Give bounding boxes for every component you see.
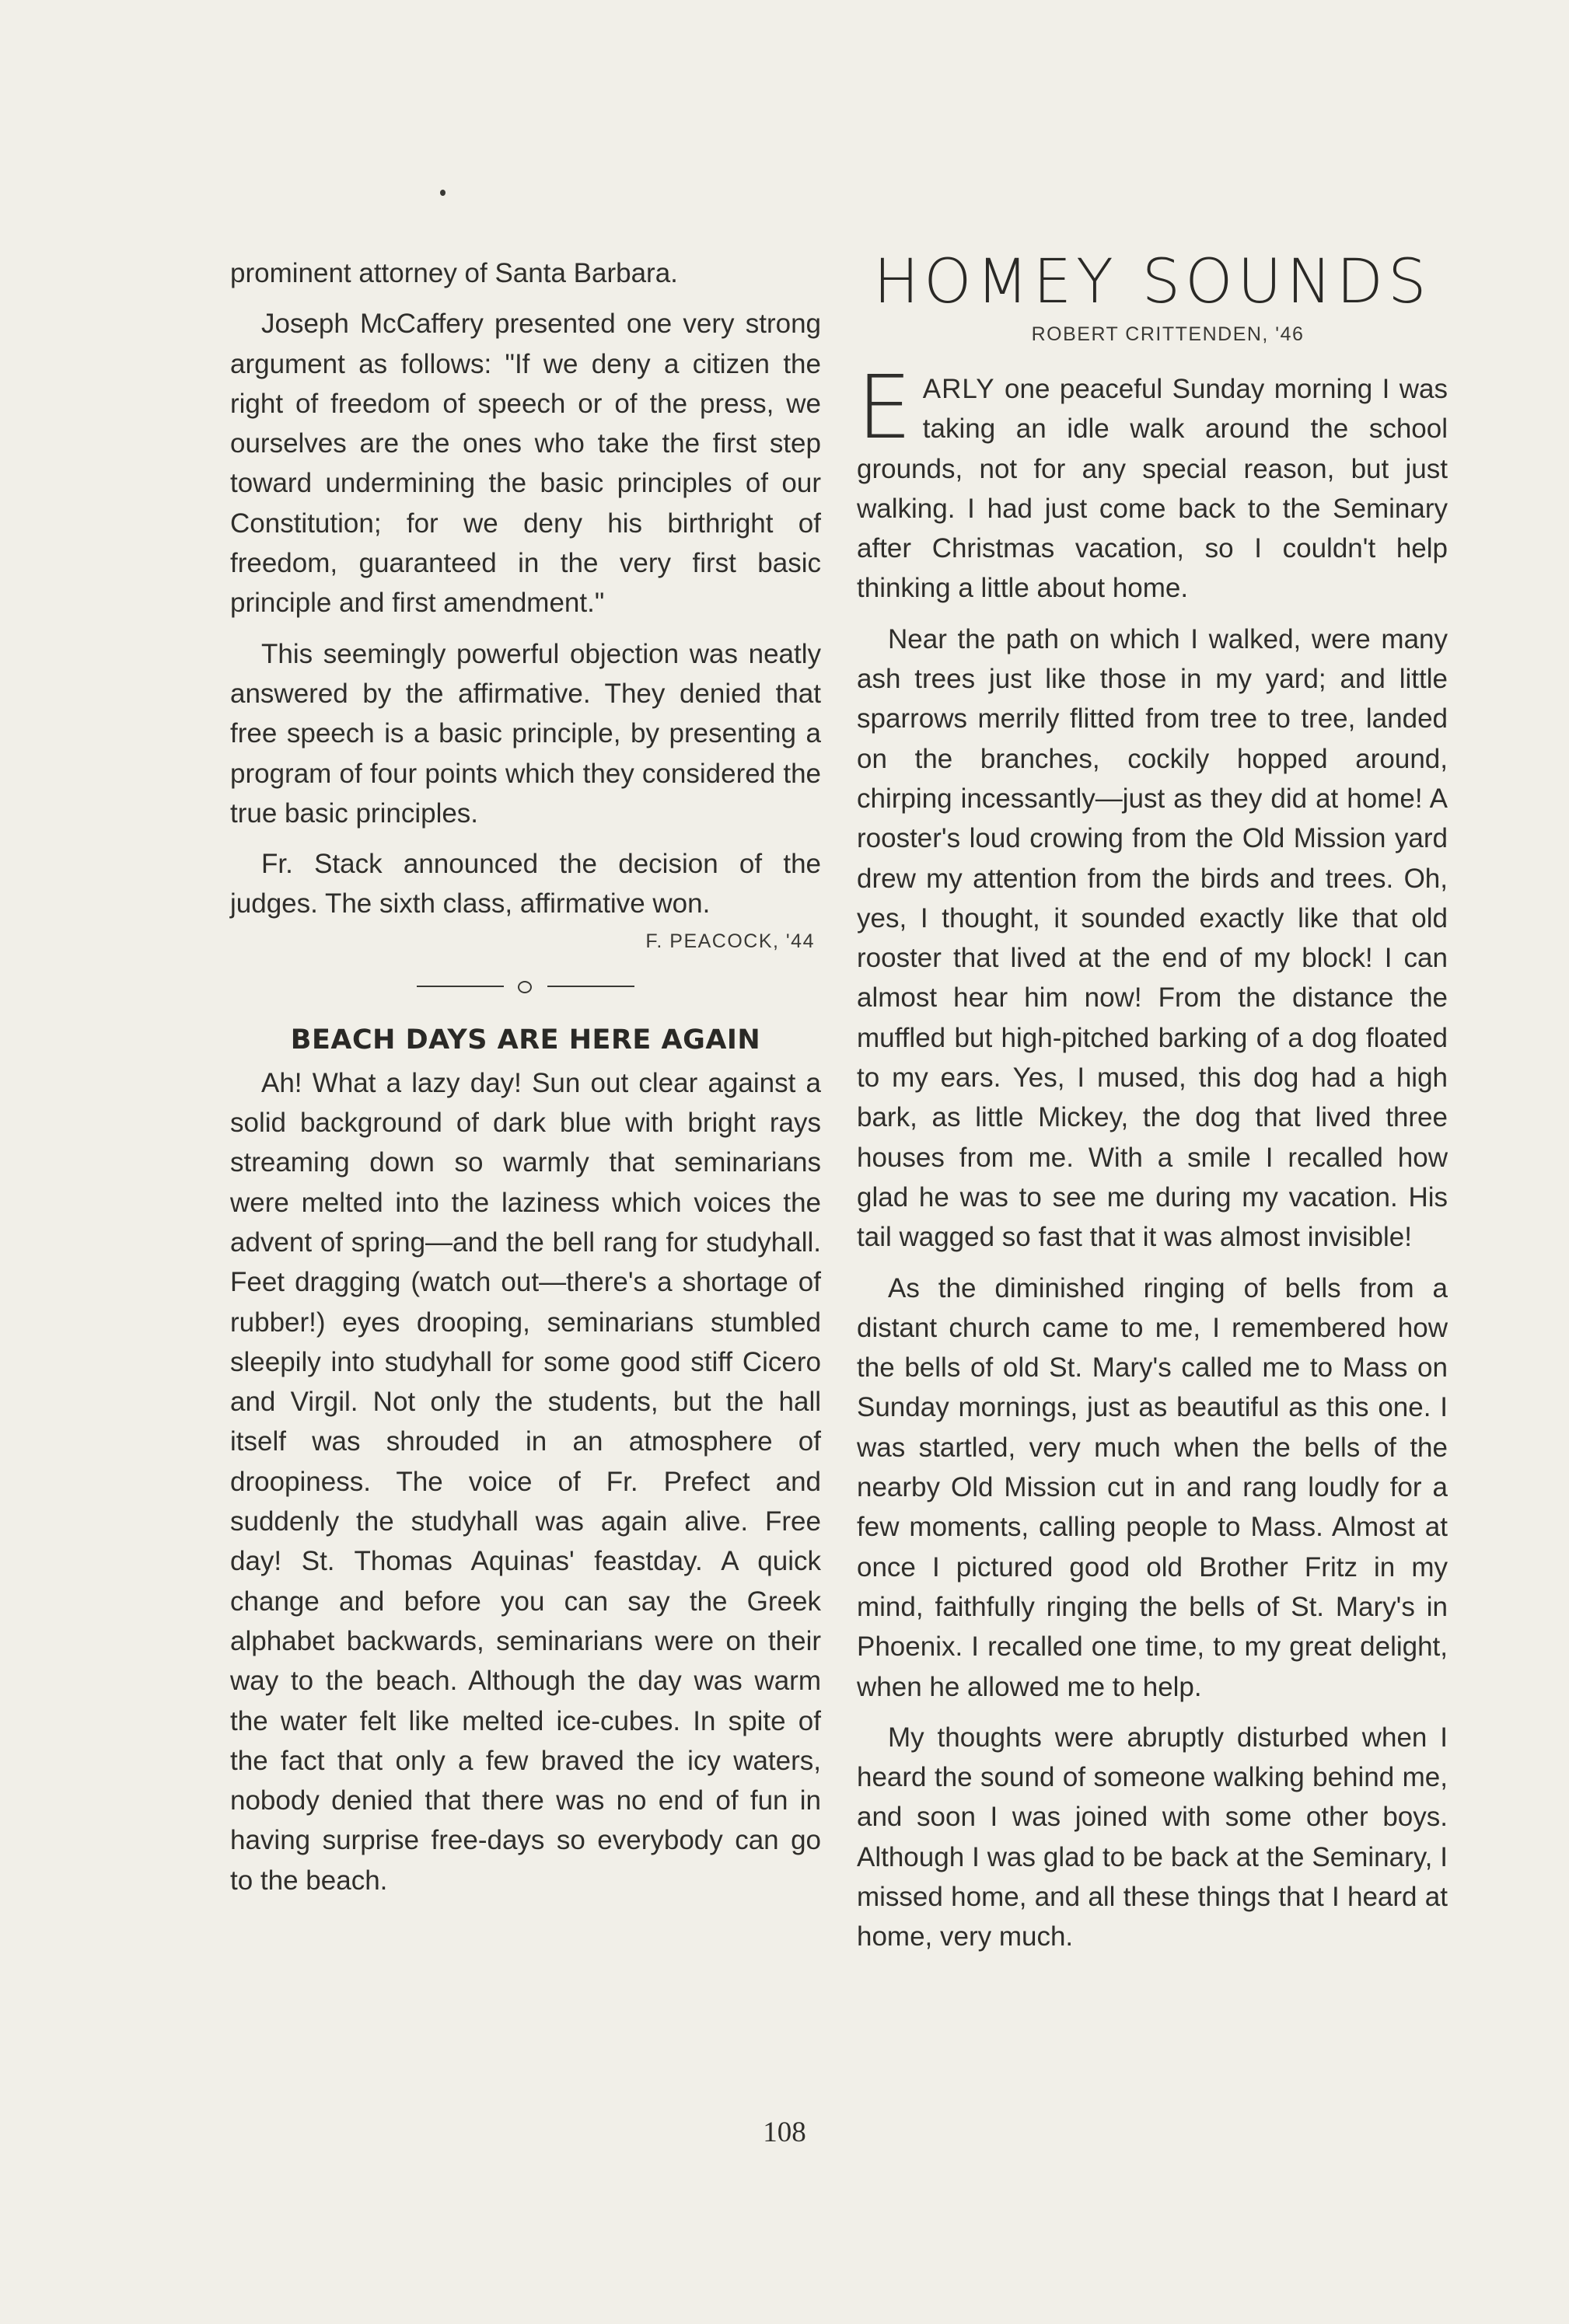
divider-line bbox=[417, 986, 504, 987]
paragraph: My thoughts were abruptly disturbed when I heard the sound of someone walking behind me, and soon I was joined with some other boys. Although I was glad to be back at the Seminary, I missed home, and all these things that I heard at home, very much. bbox=[857, 1722, 1448, 1952]
section-divider bbox=[417, 981, 634, 992]
first-paragraph-text: one peaceful Sunday morning I was taking an idle walk around the school grounds, not for any special reason, but just walking. I had just come back to the Seminary after Christmas vacation, so I couldn't help thinking a little about home. bbox=[857, 374, 1448, 604]
left-column bbox=[230, 253, 821, 1911]
paragraph: Joseph McCaffery presented one very strong argument as follows: "If we deny a citizen the right of freedom of speech or of the press, we ourselves are the ones who take the first step toward undermining the basic principles of our Constitution; for we deny his birthright of freedom, guaranteed in the very first basic principle and first amendment." bbox=[230, 309, 821, 619]
first-paragraph bbox=[857, 358, 1448, 609]
drop-cap: E bbox=[857, 358, 912, 459]
paragraph: This seemingly powerful objection was neatly answered by the affirmative. They denied that free speech is a basic principle, by presenting a program of four points which they considered the true basic principles. bbox=[230, 638, 821, 829]
article-title: HOMEY SOUNDS bbox=[873, 247, 1431, 317]
section-heading: BEACH DAYS ARE HERE AGAIN bbox=[290, 1024, 761, 1056]
page-number: 108 bbox=[763, 2116, 806, 2148]
paper-speck bbox=[440, 190, 446, 196]
divider-ornament bbox=[518, 981, 532, 993]
paragraph: prominent attorney of Santa Barbara. bbox=[230, 258, 678, 288]
paragraph: As the diminished ringing of bells from a distant church came to me, I remembered how the bells of old St. Mary's called me to Mass on Sunday mornings, just as beautiful as this one. I was startled, very much when the bells of the nearby Old Mission cut in and rang loudly for a few moments, calling people to Mass. Almost at once I pictured good old Brother Fritz in my mind, faithfully ringing the bells of St. Mary's in Phoenix. I recalled one time, to my great delight, when he allowed me to help. bbox=[857, 1272, 1448, 1702]
paragraph: Fr. Stack announced the decision of the judges. The sixth class, affirmative won. bbox=[230, 849, 821, 919]
article-author: ROBERT CRITTENDEN, '46 bbox=[1031, 323, 1305, 345]
paragraph: Near the path on which I walked, were many ash trees just like those in my yard; and little sparrows merrily flitted from tree to tree, landed on the branches, cockily hopped around, chirping incessantly—just as they did at home! A rooster's loud crowing from the Old Mission yard drew my attention from the birds and trees. Oh, yes, I thought, it sounded exactly like that old rooster that lived at the end of my block! I can almost hear him now! From the distance the muffled but high-pitched barking of a dog floated to my ears. Yes, I mused, this dog had a high bark, as little Mickey, the dog that lived three houses from me. With a smile I recalled how glad he was to see me during my vacation. His tail wagged so fast that it was almost invisible! bbox=[857, 623, 1448, 1253]
right-column bbox=[857, 247, 1448, 1968]
divider-line bbox=[547, 986, 634, 987]
paragraph: Ah! What a lazy day! Sun out clear against a solid background of dark blue with bright rays streaming down so warmly that seminarians were melted into the laziness which voices the advent of spring—and the bell rang for studyhall. Feet dragging (watch out—there's a shortage of rubber!) eyes drooping, seminarians stumbled sleepily into studyhall for some good stiff Cicero and Virgil. Not only the students, but the hall itself was shrouded in an atmosphere of droopiness. The voice of Fr. Prefect and suddenly the studyhall was again alive. Free day! St. Thomas Aquinas' feastday. A quick change and before you can say the Greek alphabet backwards, seminarians were on their way to the beach. Although the day was warm the water felt like melted ice-cubes. In spite of the fact that only a few braved the icy waters, nobody denied that there was no end of fun in having surprise free-days so everybody can go to the beach. bbox=[230, 1067, 821, 1896]
lead-caps: ARLY bbox=[922, 374, 995, 404]
byline: F. PEACOCK, '44 bbox=[645, 930, 815, 952]
